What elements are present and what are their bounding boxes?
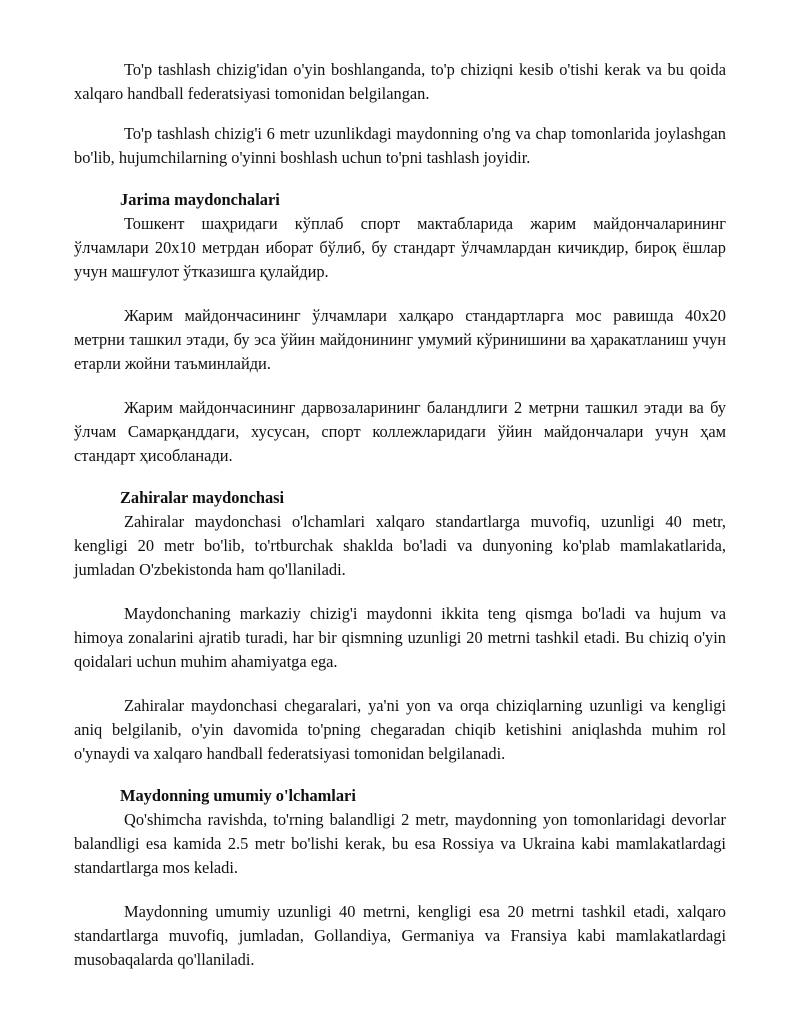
section-heading: Zahiralar maydonchasi <box>120 488 285 507</box>
section-maydonning-umumiy-olchamlari <box>74 784 726 972</box>
section-heading: Jarima maydonchalari <box>120 190 280 209</box>
section-paragraph: Жарим майдончасининг дарвозаларининг баландлиги 2 метрни ташкил этади ва бу ўлчам Самарқанддаги, хусусан, спорт коллежларидаги ўйин майдончалари учун ҳам стандарт ҳисобланади. <box>74 398 726 465</box>
section-paragraph: Тошкент шаҳридаги кўплаб спорт мактабларида жарим майдончаларининг ўлчамлари 20x10 метрдан иборат бўлиб, бу стандарт ўлчамлардан кичикдир, бироқ ёшлар учун машғулот ўтказишга қулайдир. <box>74 214 726 281</box>
section-paragraph: Maydonning umumiy uzunligi 40 metrni, kengligi esa 20 metrni tashkil etadi, xalqaro standartlarga muvofiq, jumladan, Gollandiya, Germaniya va Fransiya kabi mamlakatlardagi musobaqalarda qo'llaniladi. <box>74 902 726 969</box>
intro-block <box>74 58 726 170</box>
section-zahiralar-maydonchasi <box>74 486 726 766</box>
section-paragraph: Qo'shimcha ravishda, to'rning balandligi 2 metr, maydonning yon tomonlaridagi devorlar balandligi esa kamida 2.5 metr bo'lishi kerak, bu esa Rossiya va Ukraina kabi mamlakatlardagi standartlarga mos keladi. <box>74 810 726 877</box>
section-paragraph: Жарим майдончасининг ўлчамлари халқаро стандартларга мос равишда 40x20 метрни ташкил этади, бу эса ўйин майдонининг умумий кўринишини ва ҳаракатланиш учун етарли жойни таъминлайди. <box>74 306 726 373</box>
section-heading: Maydonning umumiy o'lchamlari <box>120 786 356 805</box>
section-jarima-maydonchalari <box>74 188 726 468</box>
intro-paragraph-2: To'p tashlash chizig'i 6 metr uzunlikdagi maydonning o'ng va chap tomonlarida joylashgan bo'lib, hujumchilarning o'yinni boshlash uchun to'pni tashlash joyidir. <box>74 124 726 167</box>
document-page <box>74 58 726 972</box>
section-paragraph: Maydonchaning markaziy chizig'i maydonni ikkita teng qismga bo'ladi va hujum va himoya zonalarini ajratib turadi, har bir qismning uzunligi 20 metrni tashkil etadi. Bu chiziq o'yin qoidalari uchun muhim ahamiyatga ega. <box>74 604 726 671</box>
section-paragraph: Zahiralar maydonchasi chegaralari, ya'ni yon va orqa chiziqlarning uzunligi va kengligi aniq belgilanib, o'yin davomida to'pning chegaradan chiqib ketishini aniqlashda muhim rol o'ynaydi va xalqaro handball federatsiyasi tomonidan belgilanadi. <box>74 696 726 763</box>
section-paragraph: Zahiralar maydonchasi o'lchamlari xalqaro standartlarga muvofiq, uzunligi 40 metr, kengligi 20 metr bo'lib, to'rtburchak shaklda bo'ladi va dunyoning ko'plab mamlakatlarida, jumladan O'zbekistonda ham qo'llaniladi. <box>74 512 726 579</box>
intro-paragraph-1: To'p tashlash chizig'idan o'yin boshlanganda, to'p chiziqni kesib o'tishi kerak va bu qoida xalqaro handball federatsiyasi tomonidan belgilangan. <box>74 60 726 103</box>
